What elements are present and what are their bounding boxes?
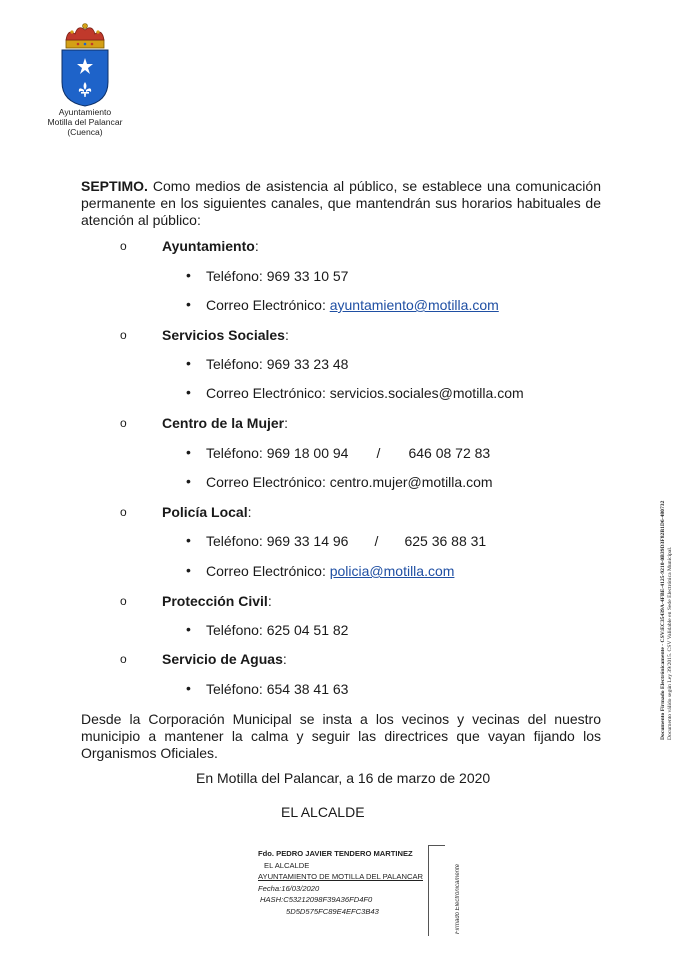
item-label: Teléfono: — [206, 268, 267, 284]
bullet-icon: • — [186, 562, 191, 578]
signature-date: Fecha:16/03/2020 — [258, 883, 320, 893]
item-label: Teléfono: — [206, 356, 267, 372]
bullet-icon: • — [186, 384, 191, 400]
intro-text: Como medios de asistencia al público, se establece una comunicación permanente en los siguientes canales, que mantendrán sus horarios habituales de atención al público: — [81, 178, 601, 228]
item-label: Correo Electrónico: — [206, 297, 330, 313]
phone-number: 969 33 23 48 — [266, 356, 349, 372]
section-colon: : — [284, 327, 289, 343]
section-title: Policía Local — [162, 504, 248, 520]
email-link[interactable]: ayuntamiento@motilla.com — [329, 297, 499, 313]
dateline: En Motilla del Palancar, a 16 de marzo de 2020 — [196, 770, 491, 786]
bullet-icon: • — [186, 444, 191, 460]
phone-number-2: 646 08 72 83 — [408, 445, 491, 461]
phone-number-2: 625 36 88 31 — [404, 533, 487, 549]
item-label: Correo Electrónico: — [206, 563, 330, 579]
section-title: Protección Civil — [162, 593, 268, 609]
section-colon: : — [267, 593, 272, 609]
bullet-icon: • — [186, 473, 191, 489]
phone-number: 654 38 41 63 — [266, 681, 349, 697]
separator: / — [376, 445, 381, 461]
phone-number: 969 33 10 57 — [266, 268, 349, 284]
circle-bullet-icon: o — [120, 416, 127, 430]
item-label: Correo Electrónico: — [206, 385, 330, 401]
circle-bullet-icon: o — [120, 239, 127, 253]
coat-of-arms-icon — [58, 22, 112, 108]
circle-bullet-icon: o — [120, 594, 127, 608]
circle-bullet-icon: o — [120, 652, 127, 666]
signature-frame — [428, 845, 445, 936]
email-address: servicios.sociales@motilla.com — [329, 385, 524, 401]
signature-vertical-label: Firmado Electrónicamente — [455, 863, 461, 934]
section-title: Servicio de Aguas — [162, 651, 283, 667]
signatory-title: EL ALCALDE — [281, 804, 365, 820]
section-colon: : — [282, 651, 287, 667]
bullet-icon: • — [186, 680, 191, 696]
organization-name — [30, 107, 140, 137]
email-link[interactable]: policia@motilla.com — [329, 563, 455, 579]
section-colon: : — [254, 238, 259, 254]
separator: / — [374, 533, 379, 549]
circle-bullet-icon: o — [120, 505, 127, 519]
circle-bullet-icon: o — [120, 328, 127, 342]
stamp-line-1: Documento Firmado Electrónicamente - CSV:EC35439A-4FBE-4125-9210-0B39D3F82B1D6-480732 — [660, 500, 666, 740]
bullet-icon: • — [186, 296, 191, 312]
section-title: Servicios Sociales — [162, 327, 285, 343]
phone-number: 625 04 51 82 — [266, 622, 349, 638]
section-colon: : — [284, 415, 289, 431]
section-title: Centro de la Mujer — [162, 415, 285, 431]
signature-org: AYUNTAMIENTO DE MOTILLA DEL PALANCAR — [258, 872, 423, 881]
org-line-3: (Cuenca) — [67, 127, 103, 137]
item-label: Teléfono: — [206, 445, 267, 461]
item-label: Correo Electrónico: — [206, 474, 330, 490]
bullet-icon: • — [186, 621, 191, 637]
signature-hash-2: 5D5D575FC89E4EFC3B43 — [286, 906, 379, 916]
section-title: Ayuntamiento — [162, 238, 255, 254]
closing-paragraph: Desde la Corporación Municipal se insta a los vecinos y vecinas del nuestro municipio a mantener la calma y seguir las directrices que vayan fijando los Organismos Oficiales. — [81, 711, 601, 761]
intro-lead: SEPTIMO. — [81, 178, 148, 194]
org-line-1: Ayuntamiento — [58, 107, 112, 117]
signature-hash-1: HASH:C53212098F39A36FD4F0 — [260, 895, 373, 904]
signature-block — [258, 848, 444, 917]
electronic-signature-stamp — [660, 400, 680, 740]
org-line-2: Motilla del Palancar — [47, 117, 123, 127]
email-address: centro.mujer@motilla.com — [329, 474, 493, 490]
signature-name: Fdo. PEDRO JAVIER TENDERO MARTINEZ — [258, 849, 413, 858]
item-label: Teléfono: — [206, 681, 267, 697]
stamp-line-2: Documento válido según Ley 39/2015. CSV Validable en Sede Electrónica Municipal. — [667, 546, 673, 740]
intro-paragraph — [81, 178, 601, 229]
bullet-icon: • — [186, 267, 191, 283]
phone-number: 969 18 00 94 — [266, 445, 349, 461]
signature-role: EL ALCALDE — [264, 860, 310, 870]
bullet-icon: • — [186, 355, 191, 371]
phone-number: 969 33 14 96 — [266, 533, 349, 549]
bullet-icon: • — [186, 532, 191, 548]
item-label: Teléfono: — [206, 533, 267, 549]
item-label: Teléfono: — [206, 622, 267, 638]
section-colon: : — [247, 504, 252, 520]
